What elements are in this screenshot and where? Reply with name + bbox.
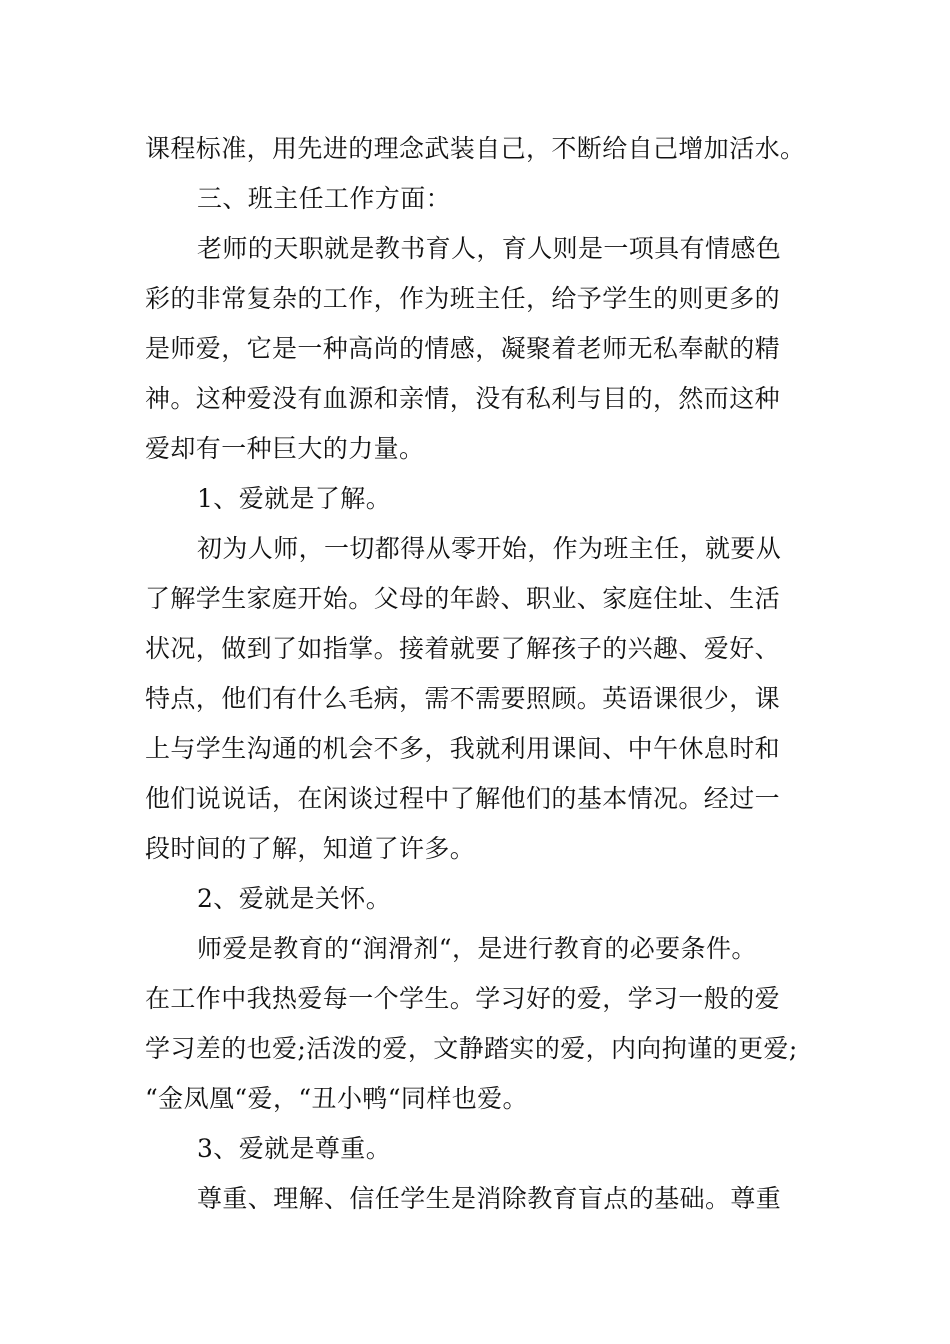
text-line: 学习差的也爱;活泼的爱，文静踏实的爱，内向拘谨的更爱; bbox=[145, 1034, 798, 1063]
document-body bbox=[145, 124, 845, 1224]
subsection-heading: 1、爱就是了解。 bbox=[197, 484, 392, 513]
text-line: 段时间的了解，知道了许多。 bbox=[145, 834, 476, 863]
text-line: 师爱是教育的“润滑剂“，是进行教育的必要条件。 bbox=[197, 934, 757, 963]
text-line: 课程标准，用先进的理念武装自己，不断给自己增加活水。 bbox=[145, 134, 806, 163]
text-line: 老师的天职就是教书育人，育人则是一项具有情感色 bbox=[197, 234, 782, 263]
text-line: 特点，他们有什么毛病，需不需要照顾。英语课很少，课 bbox=[145, 684, 781, 713]
text-line: 他们说说话，在闲谈过程中了解他们的基本情况。经过一 bbox=[145, 784, 781, 813]
text-line: 是师爱，它是一种高尚的情感，凝聚着老师无私奉献的精 bbox=[145, 334, 781, 363]
text-line: 神。这种爱没有血源和亲情，没有私利与目的，然而这种 bbox=[145, 384, 781, 413]
text-line: 彩的非常复杂的工作，作为班主任，给予学生的则更多的 bbox=[145, 284, 781, 313]
section-heading: 三、班主任工作方面： bbox=[197, 184, 452, 213]
text-line: 爱却有一种巨大的力量。 bbox=[145, 434, 425, 463]
subsection-heading: 2、爱就是关怀。 bbox=[197, 884, 392, 913]
text-line: 状况，做到了如指掌。接着就要了解孩子的兴趣、爱好、 bbox=[145, 634, 781, 663]
text-line: 了解学生家庭开始。父母的年龄、职业、家庭住址、生活 bbox=[145, 584, 781, 613]
text-line: 尊重、理解、信任学生是消除教育盲点的基础。尊重 bbox=[197, 1184, 782, 1213]
text-line: 初为人师，一切都得从零开始，作为班主任，就要从 bbox=[197, 534, 782, 563]
text-line: 上与学生沟通的机会不多，我就利用课间、中午休息时和 bbox=[145, 734, 781, 763]
text-line: 在工作中我热爱每一个学生。学习好的爱，学习一般的爱 bbox=[145, 984, 781, 1013]
subsection-heading: 3、爱就是尊重。 bbox=[197, 1134, 392, 1163]
text-line: “金凤凰“爱，“丑小鸭“同样也爱。 bbox=[145, 1084, 528, 1113]
